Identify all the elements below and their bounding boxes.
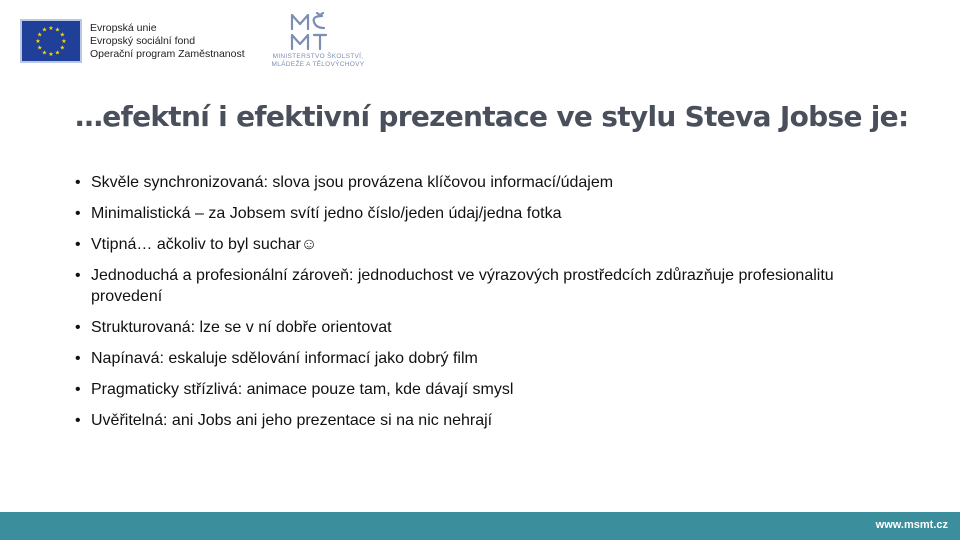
msmt-logo-line: MINISTERSTVO ŠKOLSTVÍ, (272, 53, 364, 60)
svg-text:★: ★ (48, 51, 54, 58)
msmt-logo-line: MLÁDEŽE A TĚLOVÝCHOVY (271, 60, 365, 68)
svg-text:★: ★ (61, 38, 67, 45)
svg-text:★: ★ (54, 26, 61, 34)
slide-title: …efektní i efektivní prezentace ve stylu Steva Jobse je: (75, 100, 909, 133)
footer-bar (0, 512, 960, 540)
bullet-list (75, 172, 855, 441)
svg-text:★: ★ (35, 38, 41, 45)
eu-stars (22, 21, 80, 61)
bullet-item: • Skvěle synchronizovaná: slova jsou provázena klíčovou informací/údajem (75, 172, 855, 193)
eu-logo-text (90, 22, 245, 61)
msmt-logo-text (266, 53, 370, 68)
svg-text:★: ★ (41, 26, 48, 34)
svg-text:★: ★ (59, 31, 65, 39)
svg-text:★: ★ (54, 49, 61, 57)
bullet-item: • Minimalistická – za Jobsem svítí jedno číslo/jeden údaj/jedna fotka (75, 203, 855, 224)
bullet-item: • Uvěřitelná: ani Jobs ani jeho prezentace si na nic nehrají (75, 410, 855, 431)
eu-logo (20, 18, 260, 66)
bullet-item: • Vtipná… ačkoliv to byl suchar☺ (75, 234, 855, 255)
msmt-logo (266, 12, 370, 66)
svg-text:★: ★ (48, 25, 54, 32)
bullet-item: • Napínavá: eskaluje sdělování informací jako dobrý film (75, 348, 855, 369)
svg-text:★: ★ (59, 44, 65, 52)
bullet-item: • Strukturovaná: lze se v ní dobře orientovat (75, 317, 855, 338)
svg-text:★: ★ (37, 31, 43, 39)
eu-flag-icon (20, 19, 82, 63)
eu-logo-line: Evropský sociální fond (90, 35, 196, 47)
bullet-item: • Jednoduchá a profesionální zároveň: jednoduchost ve výrazových prostředcích zdůrazňuje profesionalitu provedení (75, 265, 855, 307)
msmt-mark-icon (286, 12, 340, 52)
svg-text:★: ★ (37, 44, 43, 52)
footer-url[interactable]: www.msmt.cz (875, 519, 948, 531)
svg-text:★: ★ (41, 49, 48, 57)
eu-logo-line: Evropská unie (90, 22, 157, 34)
bullet-item: • Pragmaticky střízlivá: animace pouze tam, kde dávají smysl (75, 379, 855, 400)
eu-logo-line: Operační program Zaměstnanost (90, 48, 245, 60)
